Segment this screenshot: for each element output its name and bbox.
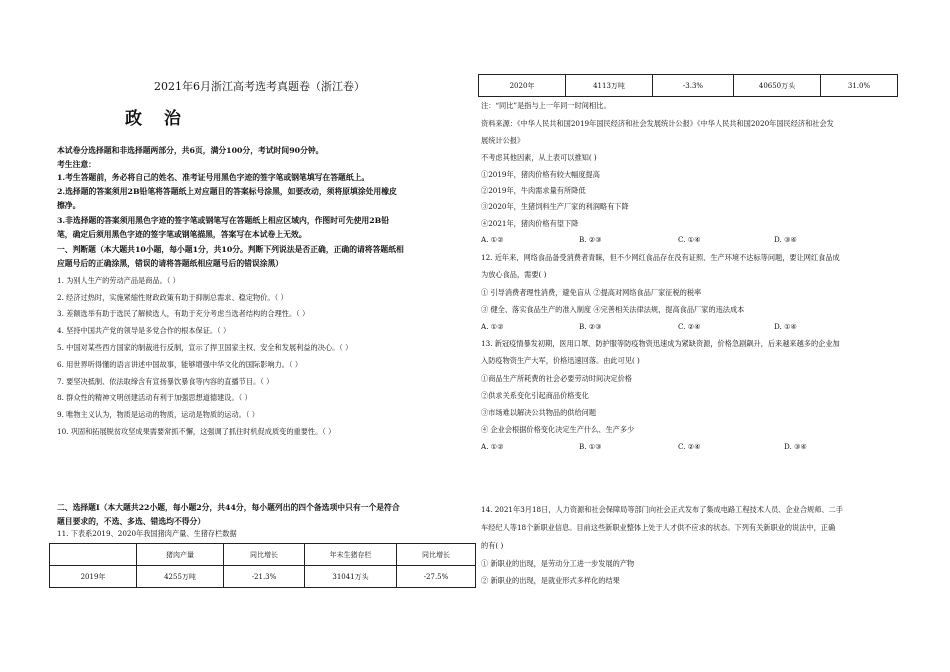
q13-choice-b: B. ①③	[579, 442, 602, 451]
pork-table-bottom	[478, 74, 898, 97]
source-b: 展统计公报》	[481, 136, 525, 145]
table-header-cell: 猪肉产量	[137, 544, 224, 566]
q11-choice-d: D. ③④	[774, 235, 797, 244]
table-header-cell	[50, 544, 137, 566]
q14-option: ② 新职业的出现，是就业形式多样化的结果	[481, 576, 620, 585]
table-cell: 31.0%	[821, 75, 898, 97]
judge-item-2: 2. 经济过热时，实施紧缩性财政政策有助于抑制总需求、稳定物价。（ ）	[57, 293, 288, 302]
source-a: 资料来源：《中华人民共和国2019年国民经济和社会发展统计公报》《中华人民共和国2020年国民经济和社会发	[481, 119, 834, 128]
section2-header-b: 题目要求的，不选、多选、错选均不得分）	[57, 517, 206, 526]
notice-3a: 3.非选择题的答案须用黑色字迹的签字笔或钢笔写在答题纸上相应区域内，作图时可先使用2B铅	[57, 216, 390, 225]
subject-title: 政 治	[125, 109, 189, 129]
section2-header-a: 二、选择题Ⅰ（本大题共22小题，每小题2分，共44分，每小题列出的四个备选项中只有一个是符合	[57, 503, 400, 512]
q14-stem-a: 14. 2021年3月18日，人力资源和社会保障局等部门向社会正式发布了集成电路工程技术人员、企业合规师、二手	[481, 505, 843, 514]
q11-choice-c: C. ①④	[678, 235, 701, 244]
q13-option: ③市场难以解决公共物品的供给问题	[481, 408, 597, 417]
judge-item-8: 8. 群众性的精神文明创建活动有利于加强思想道德建设。（ ）	[57, 393, 252, 402]
table-cell: -3.3%	[653, 75, 734, 97]
q12-stem-b: 为放心食品，需要( )	[481, 270, 547, 279]
judge-item-1: 1. 为别人生产的劳动产品是商品。（ ）	[57, 276, 180, 285]
q13-choice-c: C. ②④	[678, 442, 701, 451]
q13-choice-d: D. ③④	[784, 442, 807, 451]
table-cell: 4113万吨	[566, 75, 653, 97]
exam-statement: 本试卷分选择题和非选择题两部分，共6页，满分100分，考试时间90分钟。	[57, 146, 324, 155]
notice-title: 考生注意：	[57, 160, 96, 169]
q11-option: ②2019年，牛肉需求量有所降低	[481, 186, 586, 195]
judge-item-9: 9. 唯物主义认为，物质是运动的物质，运动是物质的运动。（ ）	[57, 410, 259, 419]
pork-table-top	[49, 543, 476, 588]
table-cell: 4255万吨	[137, 566, 224, 588]
judge-item-10: 10. 巩固和拓展脱贫攻坚成果需要常抓不懈，这强调了抓住时机促成质变的重要性。（ ）	[57, 427, 336, 436]
q12-options-1: ① 引导消费者理性消费，避免盲从 ②提高对网络食品厂家征税的税率	[481, 288, 702, 297]
table-cell: 2019年	[50, 566, 137, 588]
q13-stem-b: 入防疫物资生产大军，价格迅速回落。由此可见( )	[481, 356, 640, 365]
judge-item-3: 3. 差额选举有助于选民了解候选人，有助于充分考虑当选者结构的合理性。（ ）	[57, 309, 310, 318]
q12-choice-a: A. ①②	[481, 322, 504, 331]
judge-item-7: 7. 要坚决抵制、依法取缔含有宣扬暴饮暴食等内容的直播节目。（ ）	[57, 377, 274, 386]
q14-stem-c: 的有( )	[481, 541, 504, 550]
table-cell: 40650万头	[734, 75, 821, 97]
table-header-cell: 年末生猪存栏	[305, 544, 397, 566]
q11-option: ③2020年，生猪饲料生产厂家的利润略有下降	[481, 202, 629, 211]
notice-1: 1.考生答题前，务必将自己的姓名、准考证号用黑色字迹的签字笔或钢笔填写在答题纸上。	[57, 173, 370, 182]
q11-stem: 11. 下表系2019、2020年我国猪肉产量、生猪存栏数据	[57, 529, 237, 538]
notice-2b: 擦净。	[57, 201, 81, 210]
q12-choice-d: D. ①④	[774, 322, 797, 331]
section1-header-b: 应题号后的正确涂黑，错误的请将答题纸相应题号后的错误涂黑）	[57, 259, 284, 268]
table-note: 注：“同比”是指与上一年同一时间相比。	[481, 101, 611, 110]
table-row	[479, 75, 898, 97]
q13-stem-a: 13. 新冠疫情暴发初期，医用口罩、防护服等防疫物资迅速成为紧缺资源，价格急剧飙升，后来越来越多的企业加	[481, 339, 840, 348]
judge-item-5: 5. 中国对某些西方国家的制裁进行反制，宣示了捍卫国家主权、安全和发展利益的决心。（ ）	[57, 343, 353, 352]
judge-item-6: 6. 用世界听得懂的语言讲述中国故事，能够增强中华文化的国际影响力。（ ）	[57, 360, 303, 369]
table-cell: 31041万头	[305, 566, 397, 588]
table-row	[50, 566, 476, 588]
table-header-cell: 同比增长	[397, 544, 476, 566]
table-header-row	[50, 544, 476, 566]
q13-choice-a: A. ①②	[481, 442, 504, 451]
exam-title: 2021年6月浙江高考选考真题卷（浙江卷）	[154, 80, 365, 93]
table-cell: -21.3%	[224, 566, 305, 588]
judge-item-4: 4. 坚持中国共产党的领导是多党合作的根本保证。（ ）	[57, 326, 231, 335]
q12-choice-b: B. ②③	[579, 322, 602, 331]
q11-option: ④2021年，猪肉价格有望下降	[481, 219, 579, 228]
q11-option: ①2019年，猪肉价格有较大幅度提高	[481, 170, 600, 179]
q13-option: ④ 企业会根据价格变化决定生产什么、生产多少	[481, 425, 635, 434]
q11-choice-b: B. ②③	[579, 235, 602, 244]
q13-option: ②供求关系变化引起商品价格变化	[481, 391, 589, 400]
q12-stem-a: 12. 近年来，网络食品备受消费者青睐，但不少网红食品存在没有证照、生产环境不达标等问题，要让网红食品成	[481, 253, 840, 262]
q12-choice-c: C. ②④	[678, 322, 701, 331]
table-cell: -27.5%	[397, 566, 476, 588]
section1-header-a: 一、判断题（本大题共10小题，每小题1分，共10分。判断下列说法是否正确，正确的请将答题纸相	[57, 245, 404, 254]
notice-2a: 2.选择题的答案须用2B铅笔将答题纸上对应题目的答案标号涂黑，如要改动，须将原填涂处用橡皮	[57, 187, 397, 196]
q12-options-2: ③ 健全、落实食品生产的准入制度 ④完善相关法律法规，提高食品厂家的违法成本	[481, 305, 745, 314]
q14-option: ① 新职业的出现，是劳动分工进一步发展的产物	[481, 559, 635, 568]
q11-ask: 不考虑其他因素，从上表可以推知( )	[481, 153, 597, 162]
table-cell: 2020年	[479, 75, 566, 97]
q13-option: ①商品生产所耗费的社会必要劳动时间决定价格	[481, 374, 632, 383]
q14-stem-b: 车经纪人等18个新职业信息。目前这些新职业整体上处于人才供不应求的状态。下列有关新职业的说法中，正确	[481, 523, 836, 532]
notice-3b: 笔，确定后须用黑色字迹的签字笔或钢笔描黑，答案写在本试卷上无效。	[57, 230, 307, 239]
q11-choice-a: A. ①②	[481, 235, 504, 244]
table-header-cell: 同比增长	[224, 544, 305, 566]
